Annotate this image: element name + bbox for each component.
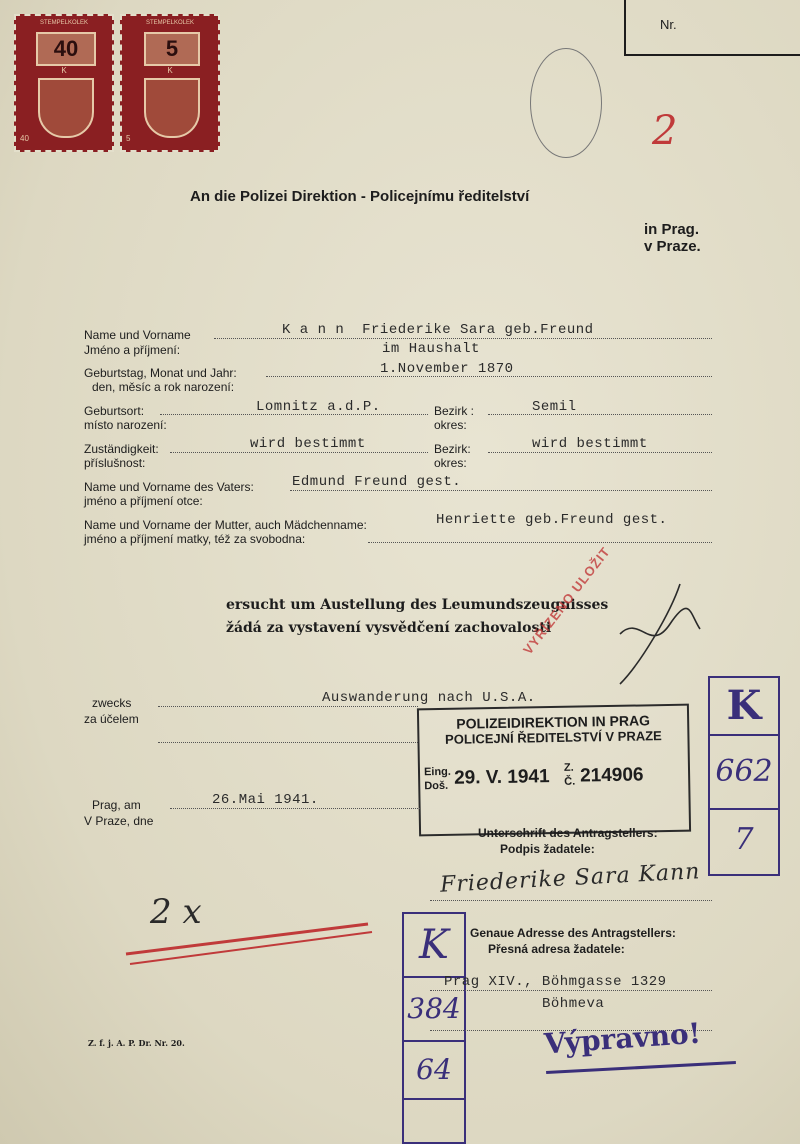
- footer-code: Z. f. j. A. P. Dr. Nr. 20.: [88, 1038, 185, 1048]
- purpose-value: Auswanderung nach U.S.A.: [322, 690, 536, 706]
- address-value: Prag XIV., Böhmgasse 1329: [444, 974, 667, 990]
- name-line: [214, 338, 712, 339]
- birthplace-district-value: Semil: [532, 399, 577, 415]
- birth-label-cz: den, měsíc a rok narození:: [92, 380, 235, 394]
- city-cz: v Praze.: [644, 238, 701, 255]
- birthplace-value: Lomnitz a.d.P.: [256, 399, 381, 415]
- police-stamp-line2: POLICEJNÍ ŘEDITELSTVÍ V PRAZE: [444, 728, 662, 747]
- k-number-1: 662: [710, 736, 778, 810]
- revenue-stamp-5: [120, 14, 220, 152]
- request-line-de: ersucht um Austellung des Leumundszeugnisses: [226, 597, 609, 613]
- handwritten-2x: 2 x: [150, 892, 202, 932]
- purpose-line: [158, 706, 418, 707]
- stamp-c: Č.: [564, 775, 576, 788]
- handwritten-number: 2: [652, 108, 678, 154]
- name-label-cz: Jméno a příjmení:: [84, 343, 181, 357]
- k-number-1: 384: [404, 978, 464, 1042]
- birthplace-district-line: [488, 414, 712, 415]
- revenue-stamp-40: [14, 14, 114, 152]
- address-value-2: Böhmeva: [542, 996, 605, 1012]
- signature-line: [430, 900, 712, 901]
- competence-line: [170, 452, 428, 453]
- k-letter: K: [404, 914, 464, 978]
- competence-district-de: Bezirk:: [434, 442, 471, 456]
- red-pencil-strikes: [120, 910, 380, 970]
- father-value: Edmund Freund gest.: [292, 474, 462, 490]
- address-line: [430, 990, 712, 991]
- red-handled-stamp: VYŘÍZENO ULOŽIT: [520, 543, 614, 658]
- purpose-label-cz: za účelem: [84, 712, 139, 726]
- lion-crest-icon: [144, 78, 200, 138]
- father-line: [290, 490, 712, 491]
- stamp-eing: Eing.: [423, 765, 452, 779]
- father-label-de: Name und Vorname des Vaters:: [84, 480, 254, 494]
- stamp-unit: K: [167, 66, 173, 75]
- k-box-right: [708, 676, 780, 876]
- request-line-cz: žádá za vystavení vysvědčení zachovalosti: [226, 620, 552, 636]
- competence-label-cz: příslušnost:: [84, 456, 146, 470]
- nr-box: [624, 0, 800, 56]
- stamp-bottom-value: 5: [126, 134, 131, 143]
- mother-value: Henriette geb.Freund gest.: [436, 512, 668, 528]
- purpose-label-de: zwecks: [92, 696, 132, 710]
- date-line: [170, 808, 420, 809]
- police-stamp-line1: POLIZEIDIREKTION IN PRAG: [456, 712, 651, 732]
- birthplace-label-de: Geburtsort:: [84, 404, 145, 418]
- father-label-cz: jméno a příjmení otce:: [84, 494, 203, 508]
- official-signature-scribble: [600, 574, 720, 694]
- competence-district-value: wird bestimmt: [532, 436, 648, 452]
- address-label-cz: Přesná adresa žadatele:: [488, 942, 625, 956]
- stamp-top-text: STEMPELKOLEK: [39, 20, 89, 26]
- date-value: 26.Mai 1941.: [212, 792, 319, 808]
- k-box-bottom: [402, 912, 466, 1144]
- stamp-unit: K: [61, 66, 67, 75]
- birth-label-de: Geburtstag, Monat und Jahr:: [84, 366, 237, 380]
- stamp-z: Z.: [563, 761, 574, 774]
- birthplace-district-de: Bezirk :: [434, 404, 475, 418]
- stamp-value: 5: [144, 32, 200, 66]
- page-title: An die Polizei Direktion - Policejnímu ředitelství: [190, 188, 530, 205]
- stamp-top-text: STEMPELKOLEK: [145, 20, 195, 26]
- competence-value: wird bestimmt: [250, 436, 366, 452]
- competence-label-de: Zuständigkeit:: [84, 442, 159, 456]
- competence-district-line: [488, 452, 712, 453]
- lion-crest-icon: [38, 78, 94, 138]
- mother-line: [368, 542, 712, 543]
- date-label-de: Prag, am: [92, 798, 141, 812]
- competence-district-cz: okres:: [434, 456, 467, 470]
- purpose-line-2: [158, 742, 418, 743]
- k-number-2: 7: [734, 822, 754, 857]
- occupation-value: im Haushalt: [382, 341, 480, 357]
- birthplace-label-cz: místo narození:: [84, 418, 167, 432]
- name-value: K a n n Friederike Sara geb.Freund: [282, 322, 594, 338]
- k-letter: K: [710, 678, 778, 736]
- signature-label-cz: Podpis žadatele:: [500, 842, 595, 856]
- stamp-date: 29. V. 1941: [453, 766, 550, 789]
- stamp-number: 214906: [579, 764, 644, 787]
- signature-label-de: Unterschrift des Antragstellers:: [478, 826, 658, 840]
- name-label-de: Name und Vorname: [84, 328, 191, 342]
- mother-label-de: Name und Vorname der Mutter, auch Mädchenname:: [84, 518, 367, 532]
- address-label-de: Genaue Adresse des Antragstellers:: [470, 926, 676, 940]
- mother-label-cz: jméno a příjmení matky, též za svobodna:: [84, 532, 306, 546]
- applicant-signature: Friederike Sara Kann: [439, 859, 702, 898]
- stamp-dos: Doš.: [424, 779, 449, 793]
- police-receipt-stamp: [417, 704, 691, 837]
- birthplace-district-cz: okres:: [434, 418, 467, 432]
- birth-value: 1.November 1870: [380, 361, 514, 377]
- vypravno-stamp: Výpravno!: [543, 1016, 702, 1061]
- stamp-value: 40: [36, 32, 96, 66]
- k-number-2: 64: [404, 1042, 464, 1100]
- city-de: in Prag.: [644, 221, 700, 238]
- nr-label: Nr.: [660, 17, 677, 32]
- date-label-cz: V Praze, dne: [84, 814, 154, 828]
- pencil-circle: [530, 48, 602, 158]
- stamp-bottom-value: 40: [20, 134, 29, 143]
